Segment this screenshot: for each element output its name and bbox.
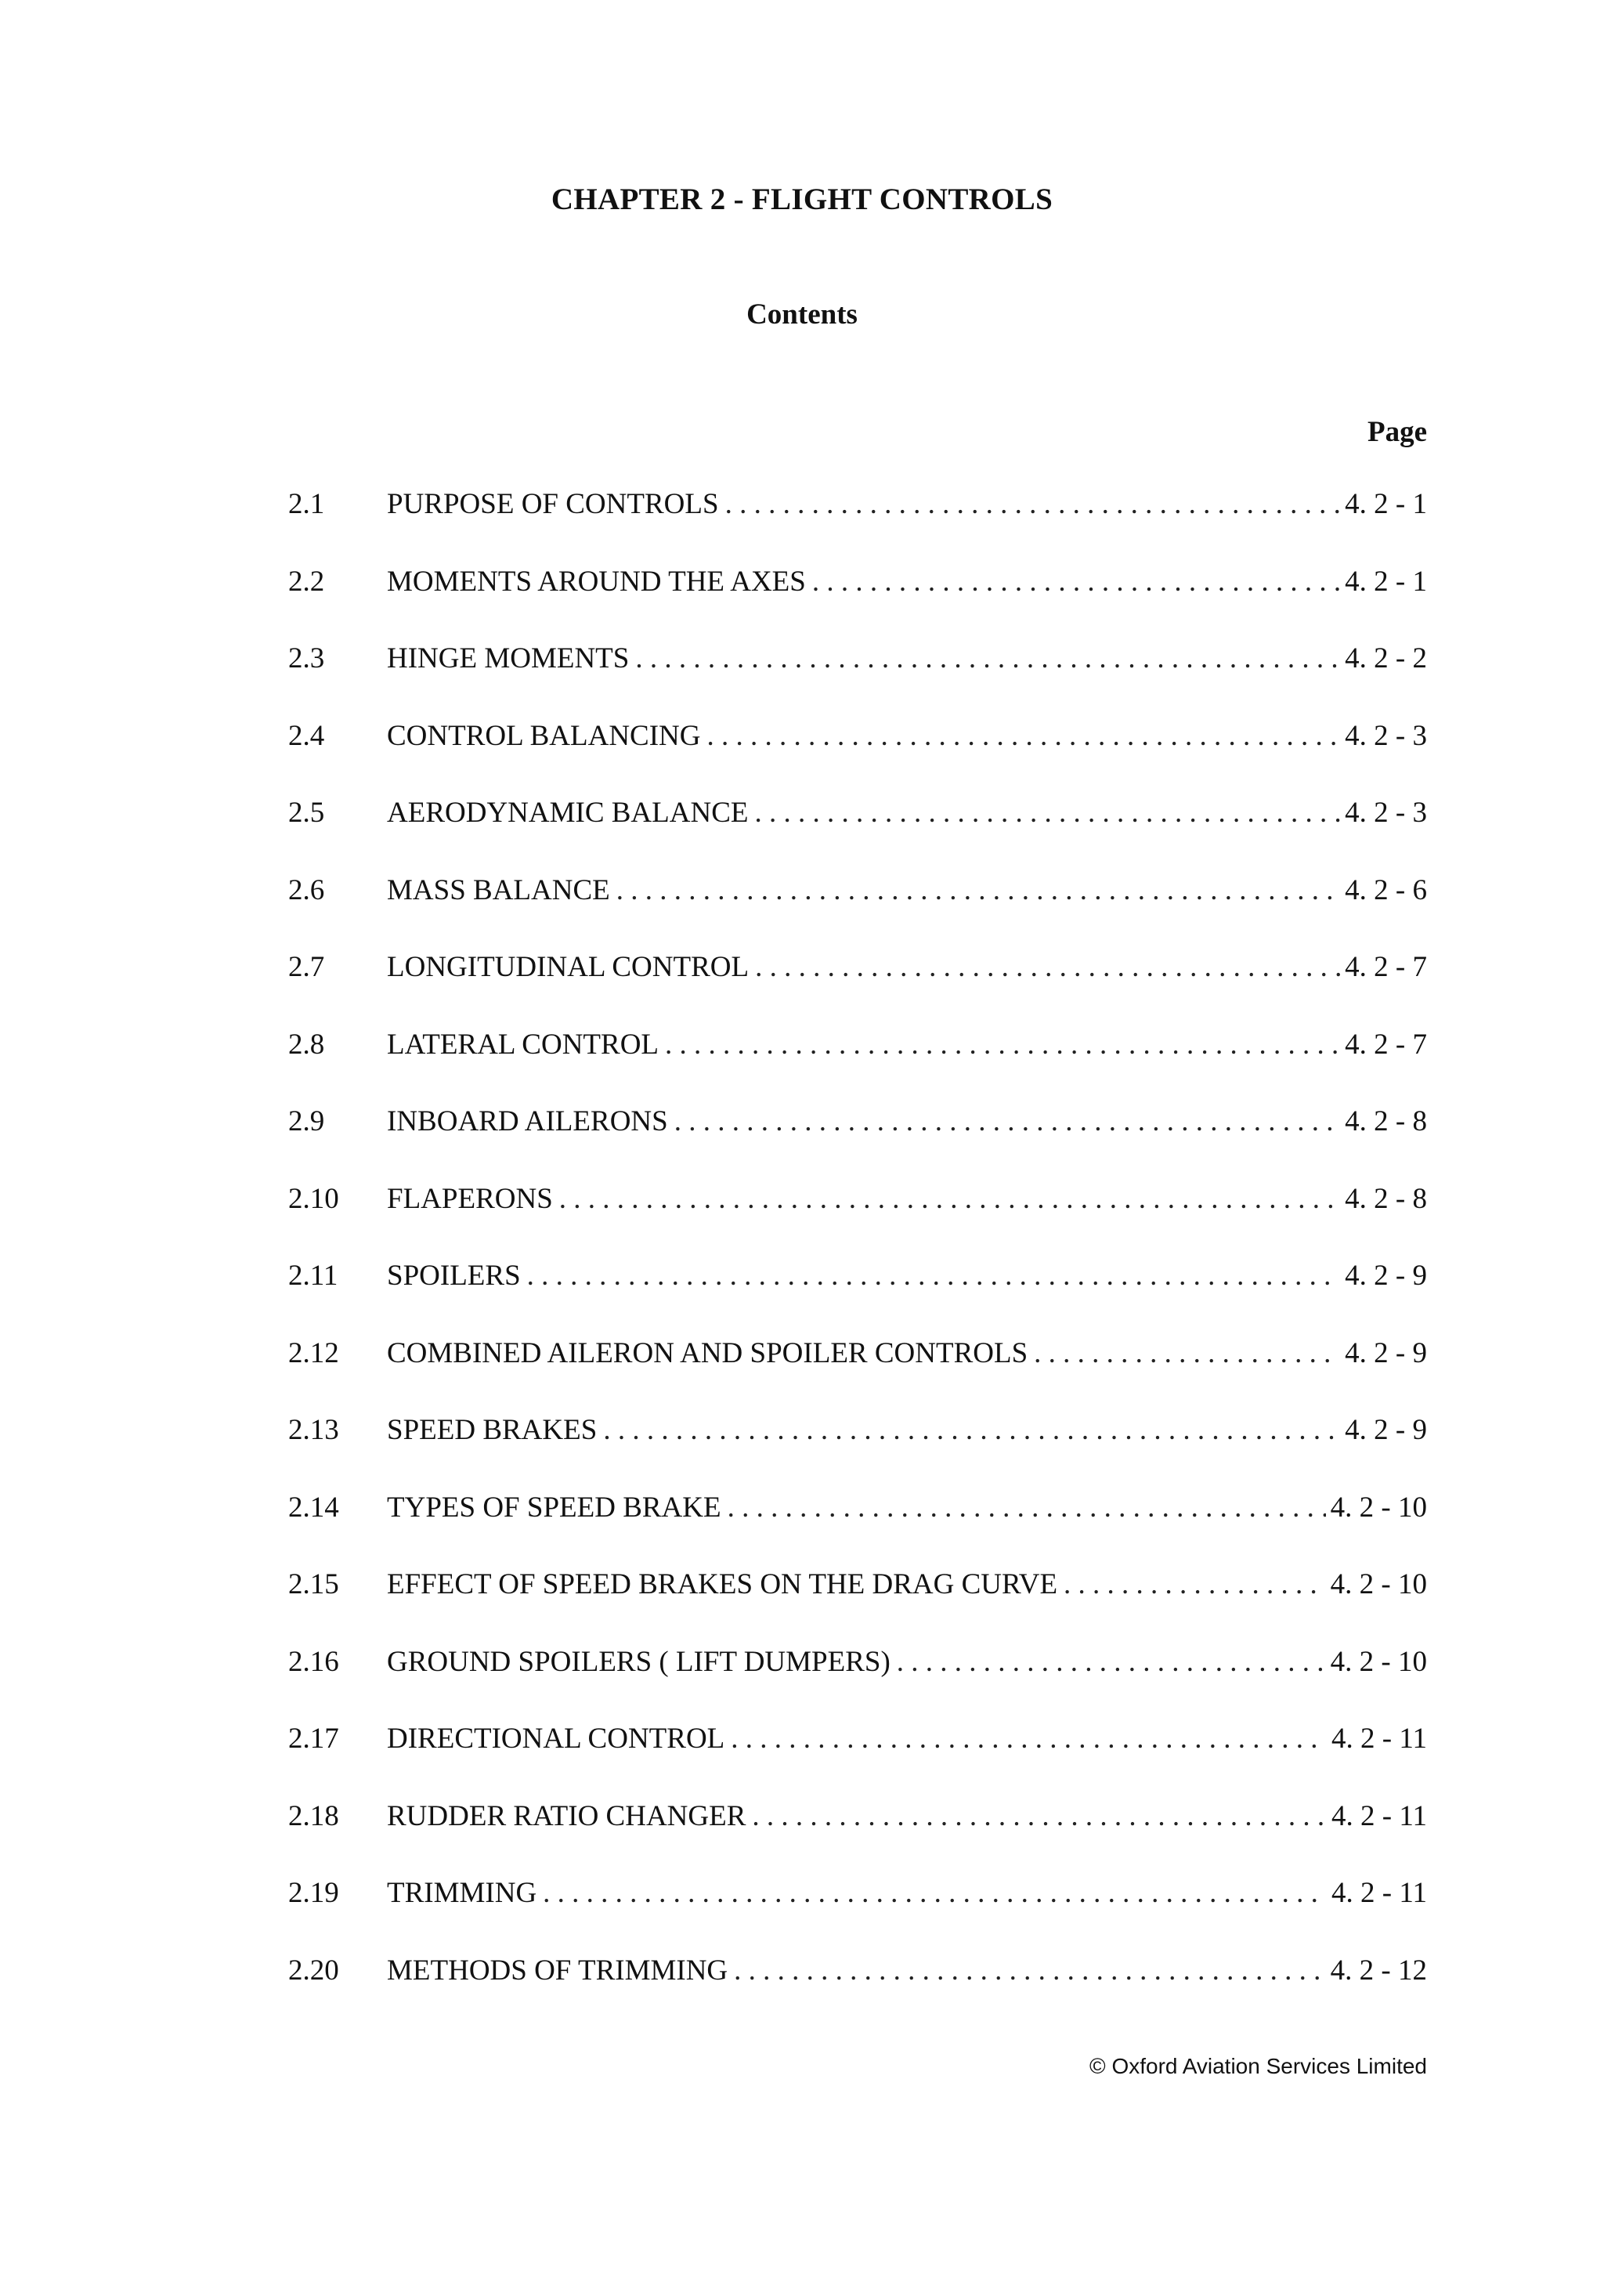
toc-leader-dots [616,873,1340,907]
toc-entry [288,487,1427,565]
toc-title: FLAPERONS [387,1182,553,1215]
toc-title: TYPES OF SPEED BRAKE [387,1491,721,1524]
toc-leader-dots [527,1259,1341,1293]
toc-leader-dots [559,1182,1340,1216]
toc-number: 2.17 [288,1723,339,1755]
toc-number: 2.18 [288,1799,339,1832]
toc-number: 2.7 [288,951,325,983]
toc-page-number: 4. 2 - 9 [1345,1260,1427,1292]
toc-number: 2.6 [288,873,325,906]
toc-leader-dots [665,1028,1340,1061]
toc-entry [288,565,1427,642]
toc-title: SPOILERS [387,1260,521,1292]
toc-leader-dots [754,796,1340,830]
toc-page-number: 4. 2 - 2 [1345,642,1427,674]
toc-entry [288,719,1427,797]
toc-leader-dots [755,950,1340,984]
toc-title: PURPOSE OF CONTROLS [387,488,719,520]
toc-number: 2.14 [288,1491,339,1524]
toc-entry [288,642,1427,719]
toc-title: MOMENTS AROUND THE AXES [387,565,806,598]
toc-entry [288,1105,1427,1182]
toc-title: RUDDER RATIO CHANGER [387,1799,746,1832]
toc-entry [288,1876,1427,1954]
toc-title: HINGE MOMENTS [387,642,630,674]
toc-page-number: 4. 2 - 6 [1345,873,1427,906]
toc-number: 2.12 [288,1336,339,1369]
toc-title: COMBINED AILERON AND SPOILER CONTROLS [387,1336,1028,1369]
toc-entry [288,950,1427,1028]
toc-leader-dots [752,1799,1327,1833]
toc-page-number: 4. 2 - 10 [1330,1645,1427,1678]
toc-title: CONTROL BALANCING [387,719,701,752]
toc-title: TRIMMING [387,1877,537,1909]
toc-page-number: 4. 2 - 11 [1331,1877,1427,1909]
toc-entry [288,1645,1427,1723]
toc-title: DIRECTIONAL CONTROL [387,1723,725,1755]
toc-entry [288,1413,1427,1491]
toc-entry [288,796,1427,873]
toc-entry [288,1182,1427,1260]
table-of-contents [288,487,1427,2030]
toc-leader-dots [543,1876,1327,1910]
toc-entry [288,1567,1427,1645]
chapter-title: CHAPTER 2 - FLIGHT CONTROLS [551,183,1053,216]
toc-leader-dots [706,719,1340,753]
toc-number: 2.10 [288,1182,339,1215]
toc-entry [288,873,1427,951]
toc-page-number: 4. 2 - 8 [1345,1182,1427,1215]
toc-entry [288,1336,1427,1414]
toc-page-number: 4. 2 - 3 [1345,719,1427,752]
toc-leader-dots [603,1413,1340,1447]
toc-number: 2.11 [288,1260,338,1292]
toc-title: GROUND SPOILERS ( LIFT DUMPERS) [387,1645,891,1678]
toc-page-number: 4. 2 - 10 [1330,1568,1427,1600]
toc-title: INBOARD AILERONS [387,1105,668,1137]
toc-number: 2.2 [288,565,325,598]
toc-page-number: 4. 2 - 3 [1345,797,1427,829]
toc-leader-dots [674,1105,1340,1138]
toc-leader-dots [897,1645,1326,1679]
toc-number: 2.15 [288,1568,339,1600]
toc-number: 2.3 [288,642,325,674]
toc-number: 2.16 [288,1645,339,1678]
toc-page-number: 4. 2 - 10 [1330,1491,1427,1524]
toc-title: LATERAL CONTROL [387,1028,659,1061]
toc-page-number: 4. 2 - 12 [1330,1954,1427,1987]
toc-number: 2.1 [288,488,325,520]
toc-entry [288,1722,1427,1799]
toc-title: MASS BALANCE [387,873,610,906]
toc-number: 2.4 [288,719,325,752]
toc-leader-dots [725,487,1341,521]
toc-page-number: 4. 2 - 8 [1345,1105,1427,1137]
toc-page-number: 4. 2 - 1 [1345,565,1427,598]
toc-page-number: 4. 2 - 11 [1331,1723,1427,1755]
toc-page-number: 4. 2 - 11 [1331,1799,1427,1832]
toc-page-number: 4. 2 - 9 [1345,1336,1427,1369]
toc-leader-dots [728,1491,1326,1524]
copyright-footer: © Oxford Aviation Services Limited [1089,2054,1427,2078]
toc-title: METHODS OF TRIMMING [387,1954,728,1987]
toc-page-number: 4. 2 - 1 [1345,488,1427,520]
toc-entry [288,1954,1427,2031]
toc-leader-dots [731,1722,1327,1755]
toc-page-number: 4. 2 - 7 [1345,951,1427,983]
toc-leader-dots [812,565,1340,598]
toc-title: AERODYNAMIC BALANCE [387,797,749,829]
page-column-heading: Page [1367,416,1427,448]
toc-page-number: 4. 2 - 9 [1345,1414,1427,1446]
toc-page-number: 4. 2 - 7 [1345,1028,1427,1061]
toc-number: 2.20 [288,1954,339,1987]
toc-leader-dots [1064,1567,1326,1601]
toc-title: EFFECT OF SPEED BRAKES ON THE DRAG CURVE [387,1568,1058,1600]
toc-number: 2.5 [288,797,325,829]
toc-number: 2.13 [288,1414,339,1446]
contents-heading: Contents [746,298,858,331]
toc-entry [288,1259,1427,1336]
toc-number: 2.8 [288,1028,325,1061]
toc-number: 2.19 [288,1877,339,1909]
toc-entry [288,1028,1427,1105]
toc-entry [288,1491,1427,1568]
toc-title: SPEED BRAKES [387,1414,598,1446]
toc-number: 2.9 [288,1105,325,1137]
toc-leader-dots [635,642,1340,675]
toc-entry [288,1799,1427,1877]
toc-leader-dots [734,1954,1326,1987]
toc-leader-dots [1034,1336,1340,1370]
toc-title: LONGITUDINAL CONTROL [387,951,750,983]
